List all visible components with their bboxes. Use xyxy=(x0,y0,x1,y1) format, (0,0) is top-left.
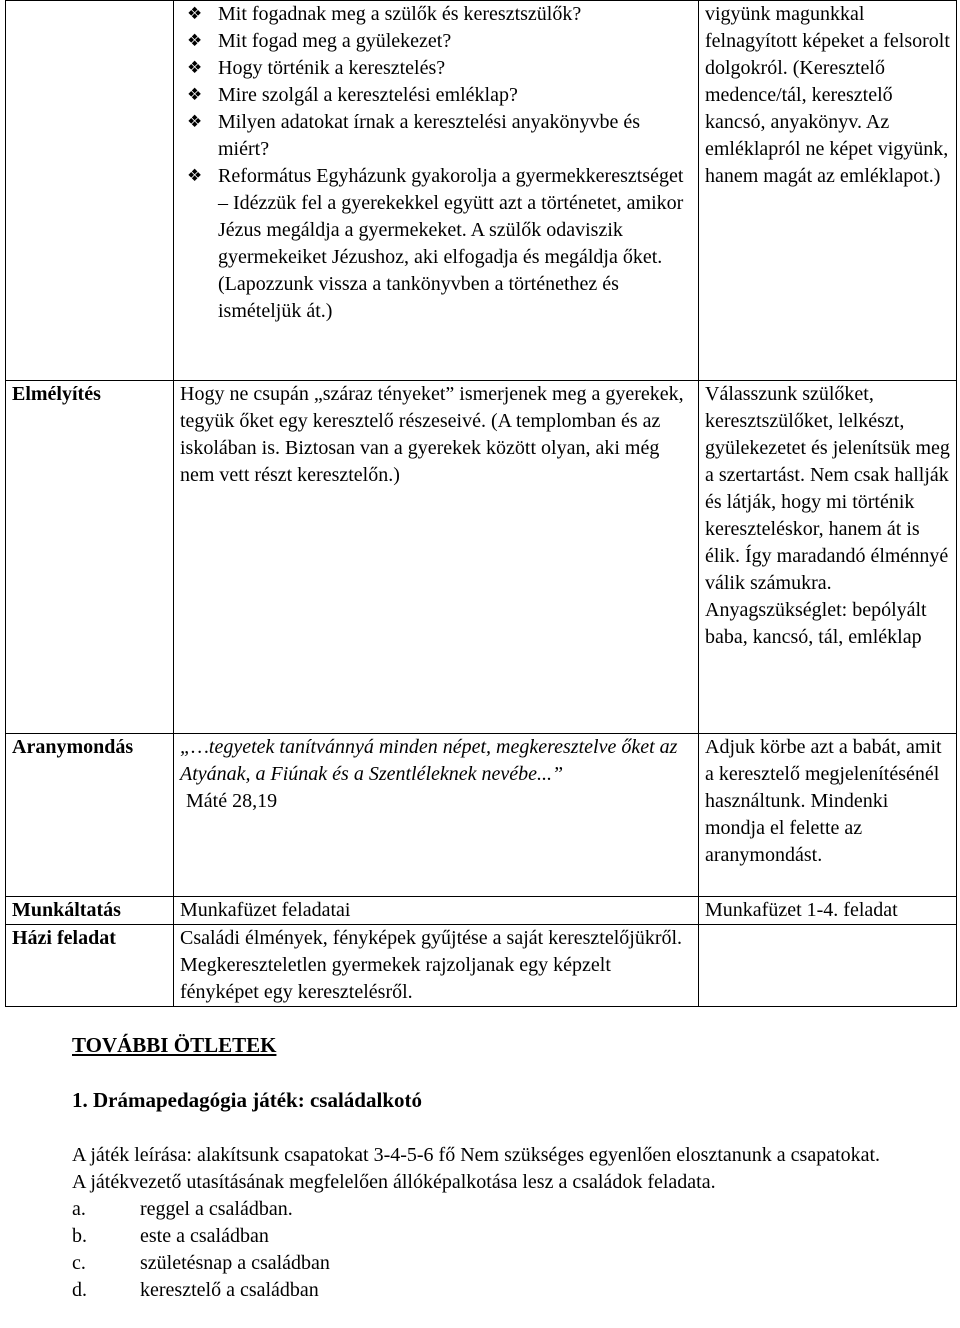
table-row-munkaltatas xyxy=(6,897,957,925)
list-item xyxy=(187,28,692,55)
golden-verse-quote: „…tegyetek tanítvánnyá minden népet, megkeresztelve őket az Atyának, a Fiúnak és a Szentléleknek nevébe...” xyxy=(180,736,678,785)
diamond-bullet-icon: ❖ xyxy=(187,31,203,51)
game-title: 1. Drámapedagógia játék: családalkotó xyxy=(72,1088,422,1112)
section-heading: TOVÁBBI ÖTLETEK xyxy=(72,1033,277,1057)
elmelyites-content: Hogy ne csupán „száraz tényeket” ismerjenek meg a gyerekek, tegyük őket egy keresztelő részeseivé. (A templomban és az iskolában is. Biztosan van a gyerekek között olyan, aki még nem vett részt keresztelőn.) xyxy=(174,381,699,734)
munkaltatas-note: Munkafüzet 1-4. feladat xyxy=(699,897,957,925)
table-row-hazi-feladat xyxy=(6,925,957,1007)
table-row-elmelyites xyxy=(6,381,957,734)
list-item xyxy=(187,1,692,28)
diamond-bullet-icon: ❖ xyxy=(187,85,203,105)
list-item xyxy=(187,163,692,325)
game-instruction: A játékvezető utasításának megfelelően állóképalkotása lesz a családok feladata. xyxy=(72,1171,716,1193)
row-label-munkaltatas: Munkáltatás xyxy=(6,897,174,925)
option-letter: b. xyxy=(72,1225,87,1247)
lesson-table xyxy=(5,0,957,1007)
list-item xyxy=(72,1250,932,1277)
questions-cell xyxy=(174,1,699,381)
row-label-empty xyxy=(6,1,174,381)
game-description: A játék leírása: alakítsunk csapatokat 3-4-5-6 fő Nem szükséges egyenlően elosztanunk a csapatokat. xyxy=(72,1144,881,1166)
further-ideas-section xyxy=(72,1032,932,1304)
diamond-bullet-icon: ❖ xyxy=(187,112,203,132)
hazi-feladat-content: Családi élmények, fényképek gyűjtése a saját keresztelőjükről. Megkereszteletlen gyermekek rajzoljanak egy képzelt fényképet egy keresztelésről. xyxy=(174,925,699,1007)
table-row-aranymondas xyxy=(6,734,957,897)
diamond-bullet-icon: ❖ xyxy=(187,166,203,186)
diamond-bullet-icon: ❖ xyxy=(187,4,203,24)
option-letter: a. xyxy=(72,1198,86,1220)
list-item xyxy=(72,1223,932,1250)
munkaltatas-content: Munkafüzet feladatai xyxy=(174,897,699,925)
question-text: Milyen adatokat írnak a keresztelési anyakönyvbe és miért? xyxy=(218,111,641,160)
materials-note: vigyünk magunkkal felnagyított képeket a felsorolt dolgokról. (Keresztelő medence/tál, keresztelő kancsó, anyakönyv. Az emléklapról ne képet vigyünk, hanem magát az emléklapot.) xyxy=(699,1,957,381)
option-text: reggel a családban. xyxy=(140,1198,293,1220)
option-text: este a családban xyxy=(140,1225,269,1247)
diamond-bullet-icon: ❖ xyxy=(187,58,203,78)
list-item xyxy=(72,1196,932,1223)
option-text: keresztelő a családban xyxy=(140,1279,319,1301)
elmelyites-note: Válasszunk szülőket, keresztszülőket, lelkészt, gyülekezetet és jelenítsük meg a szertartást. Nem csak hallják és látják, hogy mi történik kereszteléskor, hanem át is élik. Így maradandó élménnyé válik számukra. Anyagszükséglet: bepólyált baba, kancsó, tál, emléklap xyxy=(699,381,957,734)
list-item xyxy=(187,82,692,109)
row-label-aranymondas: Aranymondás xyxy=(6,734,174,897)
row-label-hazi-feladat: Házi feladat xyxy=(6,925,174,1007)
aranymondas-note: Adjuk körbe azt a babát, amit a keresztelő megjelenítésénél használtunk. Mindenki mondja el felette az aranymondást. xyxy=(699,734,957,897)
question-text: Református Egyházunk gyakorolja a gyermekkeresztséget – Idézzük fel a gyerekekkel együtt azt a történetet, amikor Jézus megáldja a gyermekeket. A szülők odaviszik gyermekeiket Jézushoz, aki elfogadja és megáldja őket. (Lapozzunk vissza a tankönyvben a történethez és ismételjük át.) xyxy=(218,165,684,322)
question-text: Mit fogadnak meg a szülők és keresztszülők? xyxy=(218,3,582,25)
option-letter: d. xyxy=(72,1279,87,1301)
aranymondas-content xyxy=(174,734,699,897)
question-text: Mire szolgál a keresztelési emléklap? xyxy=(218,84,518,106)
list-item xyxy=(72,1277,932,1304)
table-row-questions xyxy=(6,1,957,381)
question-text: Mit fogad meg a gyülekezet? xyxy=(218,30,452,52)
scene-options-list xyxy=(72,1196,932,1304)
list-item xyxy=(187,109,692,163)
question-text: Hogy történik a keresztelés? xyxy=(218,57,446,79)
list-item xyxy=(187,55,692,82)
verse-reference: Máté 28,19 xyxy=(186,790,278,812)
option-text: születésnap a családban xyxy=(140,1252,330,1274)
option-letter: c. xyxy=(72,1252,86,1274)
row-label-elmelyites: Elmélyítés xyxy=(6,381,174,734)
question-list xyxy=(180,1,692,325)
hazi-feladat-note xyxy=(699,925,957,1007)
